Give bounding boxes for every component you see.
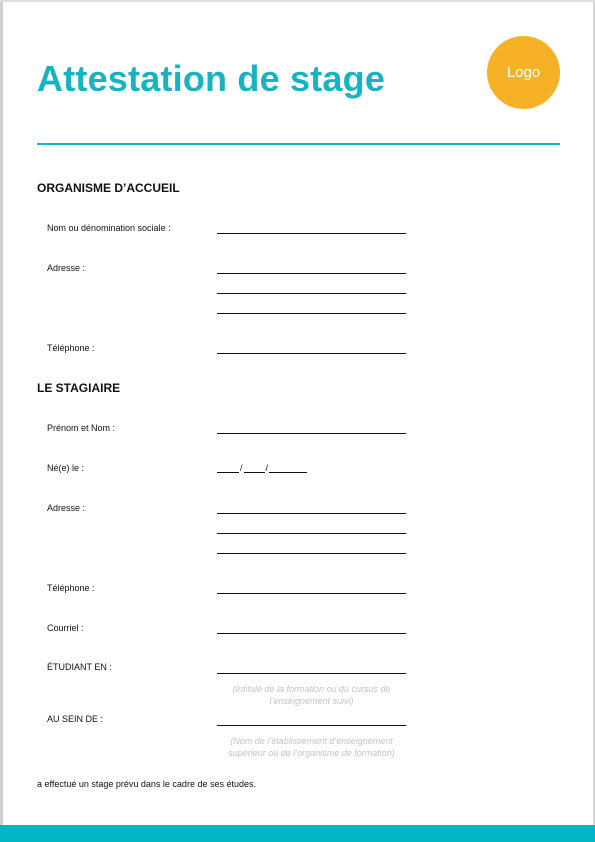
footer-bar bbox=[0, 825, 595, 842]
org-name-field[interactable] bbox=[217, 233, 406, 234]
date-separator: / bbox=[265, 463, 269, 473]
within-field[interactable] bbox=[217, 725, 406, 726]
section-heading-stagiaire: LE STAGIAIRE bbox=[37, 381, 121, 395]
birth-day-field[interactable] bbox=[217, 462, 239, 473]
date-separator: / bbox=[240, 463, 243, 473]
trainee-phone-field[interactable] bbox=[217, 593, 406, 594]
org-address-field-3[interactable] bbox=[217, 313, 406, 314]
trainee-address-field-3[interactable] bbox=[217, 553, 406, 554]
study-label: ÉTUDIANT EN : bbox=[47, 662, 112, 672]
study-field[interactable] bbox=[217, 673, 406, 674]
trainee-phone-label: Téléphone : bbox=[47, 583, 95, 593]
page-top-edge bbox=[0, 0, 595, 2]
logo-placeholder bbox=[487, 36, 560, 109]
page-left-edge bbox=[0, 0, 3, 842]
trainee-birth-label: Né(e) le : bbox=[47, 463, 85, 473]
org-phone-field[interactable] bbox=[217, 353, 406, 354]
trainee-address-field-2[interactable] bbox=[217, 533, 406, 534]
page-title: Attestation de stage bbox=[37, 58, 386, 99]
org-address-field-1[interactable] bbox=[217, 273, 406, 274]
section-heading-organisme: ORGANISME D’ACCUEIL bbox=[37, 181, 180, 195]
org-address-field-2[interactable] bbox=[217, 293, 406, 294]
trainee-address-field-1[interactable] bbox=[217, 513, 406, 514]
trainee-address-label: Adresse : bbox=[47, 503, 86, 513]
org-name-label: Nom ou dénomination sociale : bbox=[47, 223, 171, 233]
birth-year-field[interactable] bbox=[269, 462, 307, 473]
trainee-email-label: Courriel : bbox=[47, 623, 84, 633]
org-address-label: Adresse : bbox=[47, 263, 86, 273]
trainee-email-field[interactable] bbox=[217, 633, 406, 634]
trainee-name-field[interactable] bbox=[217, 433, 406, 434]
title-divider bbox=[37, 143, 560, 145]
birth-date-field[interactable] bbox=[217, 462, 307, 473]
study-hint: (Intitulé de la formation ou du cursus de l’enseignement suivi) bbox=[232, 684, 391, 706]
trainee-name-label: Prénom et Nom : bbox=[47, 423, 116, 433]
org-phone-label: Téléphone : bbox=[47, 343, 95, 353]
within-label: AU SEIN DE : bbox=[47, 714, 104, 724]
within-hint: (Nom de l’établissement d’enseignement supérieur ou de l’organisme de formation) bbox=[228, 736, 395, 758]
logo-text: Logo bbox=[506, 64, 541, 81]
closing-statement: a effectué un stage prévu dans le cadre de ses études. bbox=[37, 779, 256, 789]
birth-month-field[interactable] bbox=[244, 462, 265, 473]
